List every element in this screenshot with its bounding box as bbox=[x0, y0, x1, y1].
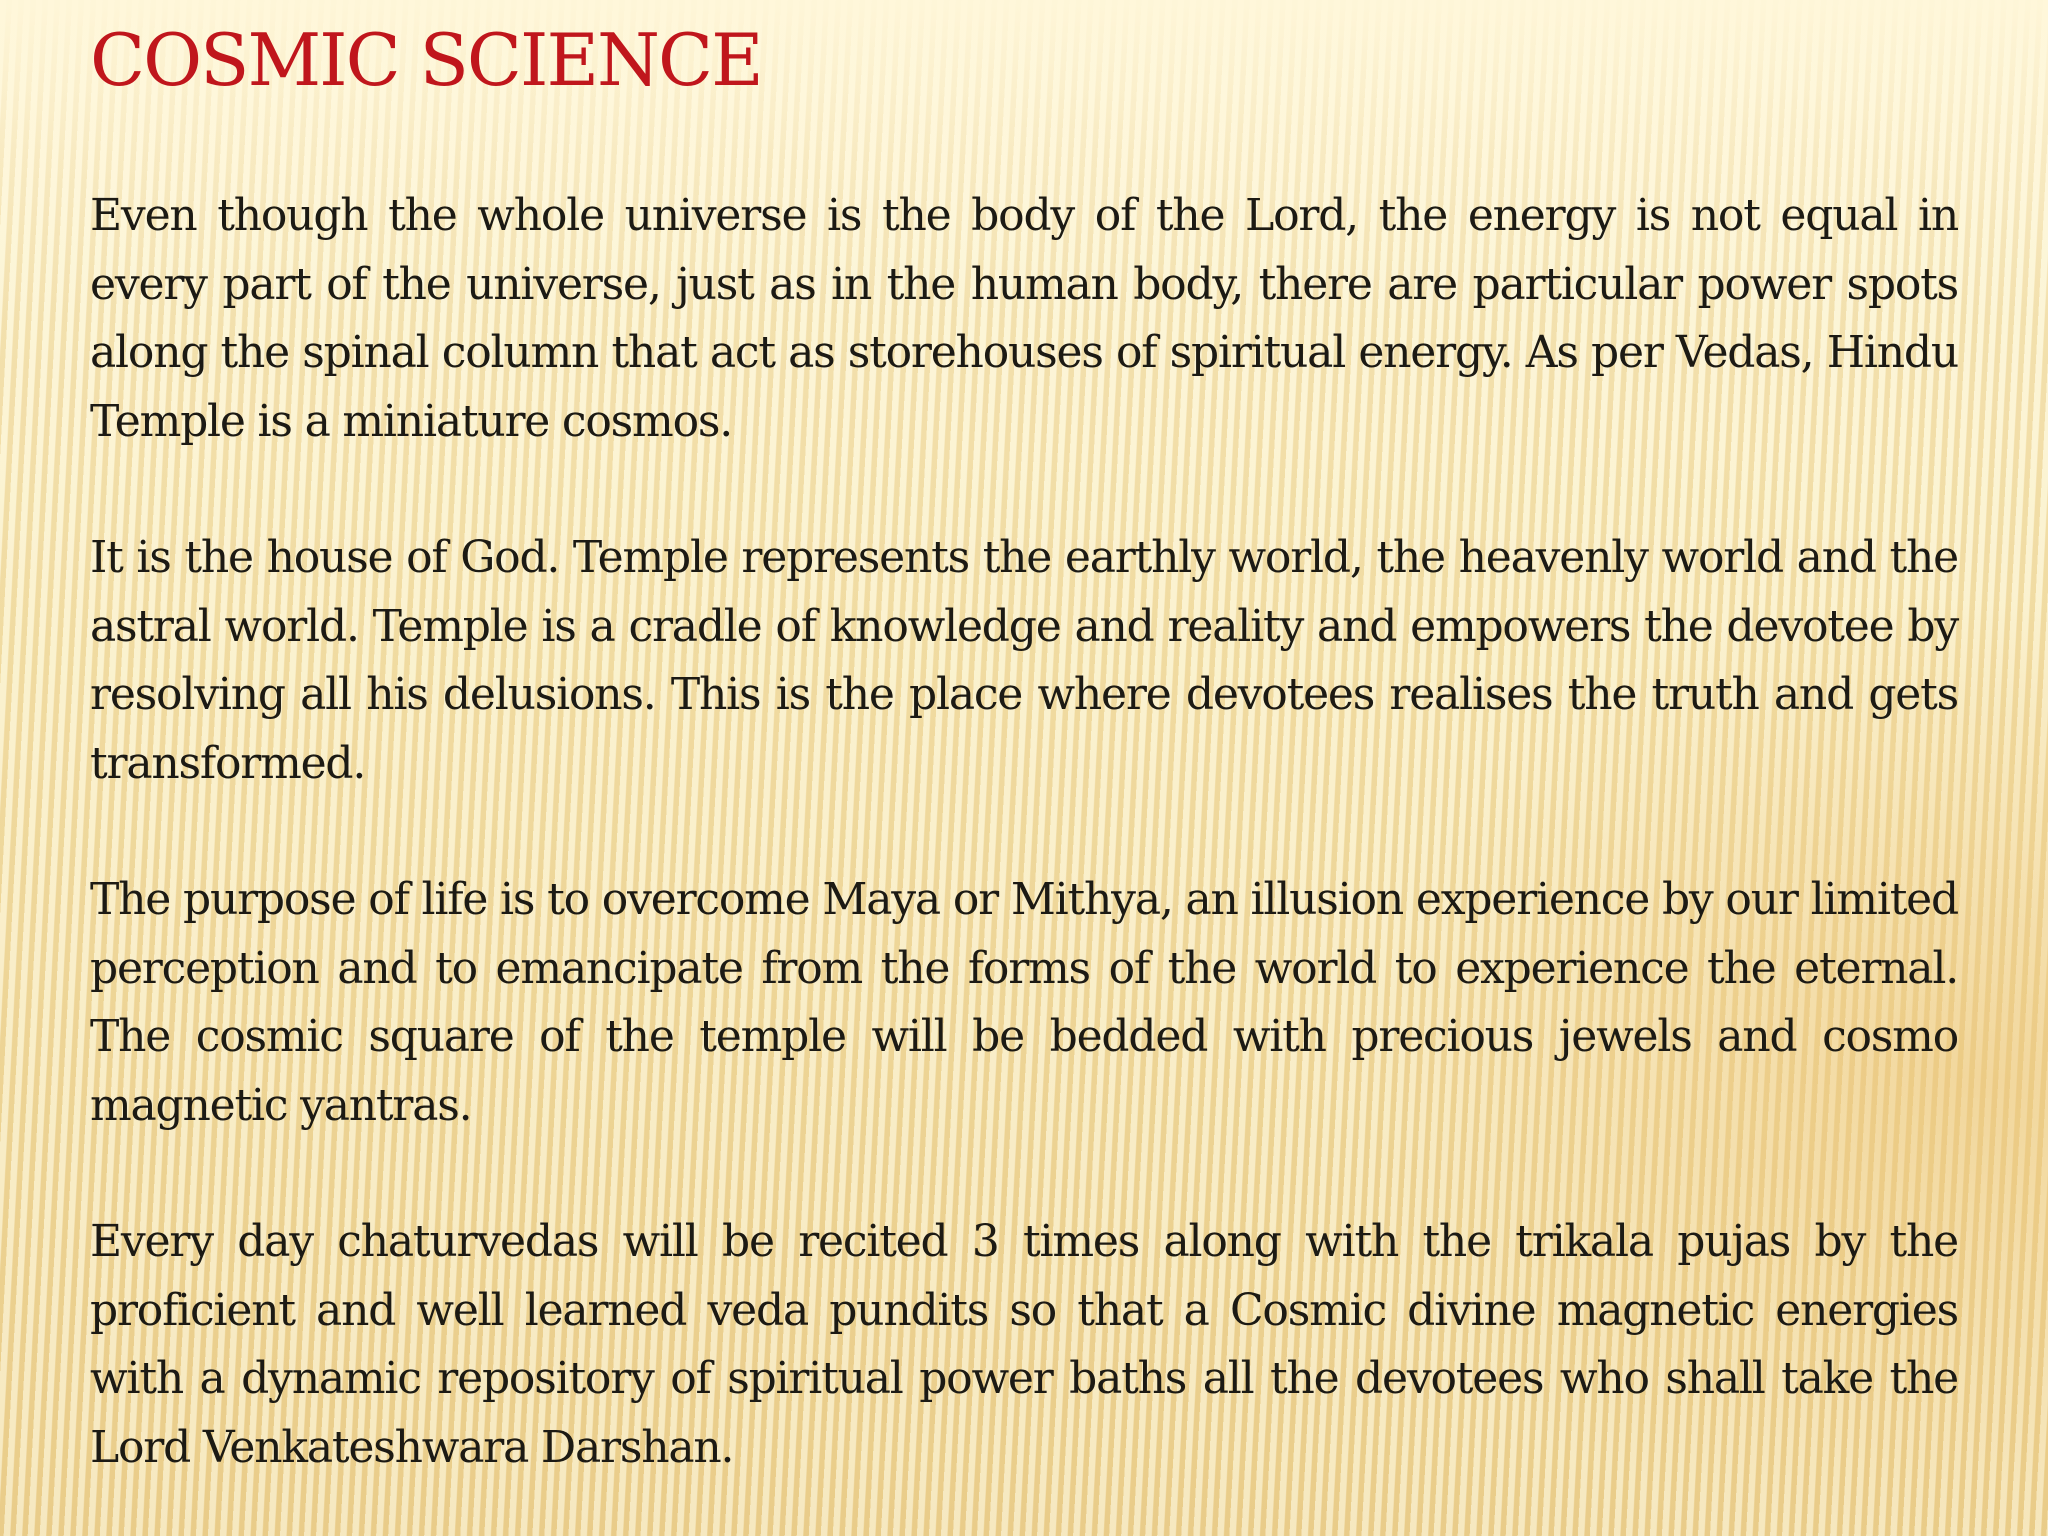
slide-body bbox=[90, 182, 1958, 1482]
paragraph-1: Even though the whole universe is the body of the Lord, the energy is not equal in every part of the universe, just as in the human body, there are particular power spots along the spinal column that act as storehouses of spiritual energy. As per Vedas, Hindu Temple is a miniature cosmos. bbox=[90, 190, 1958, 447]
slide-title: COSMIC SCIENCE bbox=[90, 18, 762, 102]
paragraph-4: Every day chaturvedas will be recited 3 times along with the trikala pujas by the proficient and well learned veda pundits so that a Cosmic divine magnetic energies with a dynamic repository of spiritual power baths all the devotees who shall take the Lord Venkateshwara Darshan. bbox=[90, 1216, 1958, 1473]
paragraph-3: The purpose of life is to overcome Maya or Mithya, an illusion experience by our limited perception and to emancipate from the forms of the world to experience the eternal. The cosmic square of the temple will be bedded with precious jewels and cosmo magnetic yantras. bbox=[90, 874, 1958, 1131]
paragraph-2: It is the house of God. Temple represents the earthly world, the heavenly world and the astral world. Temple is a cradle of knowledge and reality and empowers the devotee by resolving all his delusions. This is the place where devotees realises the truth and gets transformed. bbox=[90, 532, 1958, 789]
